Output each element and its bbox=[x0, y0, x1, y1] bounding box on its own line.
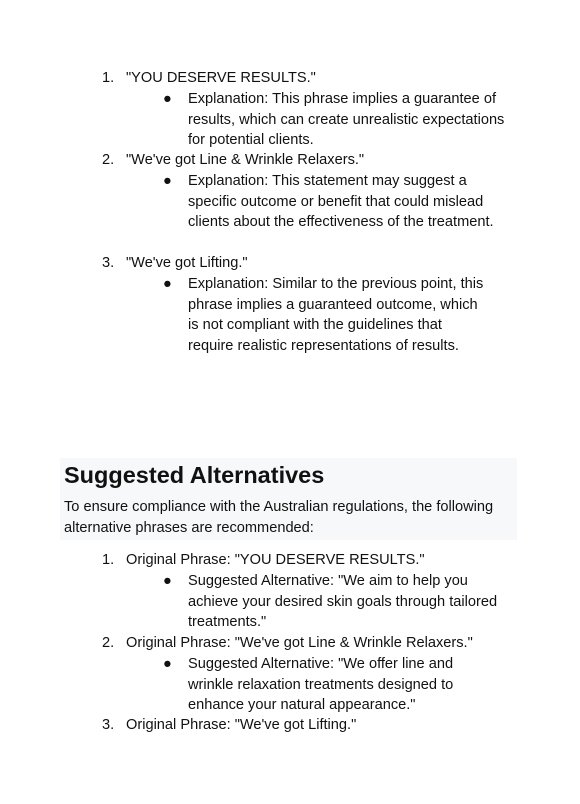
list-number: 3. bbox=[102, 255, 115, 271]
phrase-text: "YOU DESERVE RESULTS." bbox=[126, 70, 316, 86]
bullet-dot: ● bbox=[163, 656, 172, 672]
phrase-text: "We've got Line & Wrinkle Relaxers." bbox=[126, 152, 365, 168]
explanation-text: Explanation: This statement may suggest a specific outcome or benefit that could mislead clients about the effectiveness of the treatment. bbox=[188, 173, 494, 230]
bullet-dot: ● bbox=[163, 91, 172, 107]
explanation-text: Explanation: Similar to the previous point, this phrase implies a guaranteed outcome, which is not compliant with the guidelines that require realistic representations of results. bbox=[188, 276, 484, 354]
section-intro: To ensure compliance with the Australian regulations, the following alternative phrases are recommended: bbox=[64, 499, 494, 536]
list-number: 2. bbox=[102, 152, 115, 168]
list-item bbox=[102, 550, 425, 571]
bullet-dot: ● bbox=[163, 173, 172, 189]
explanation-text: Explanation: This phrase implies a guarantee of results, which can create unrealistic expectations for potential clients. bbox=[188, 91, 505, 148]
list-item bbox=[102, 150, 364, 171]
list-item bbox=[102, 633, 473, 654]
bullet-dot: ● bbox=[163, 276, 172, 292]
list-item bbox=[102, 715, 356, 736]
bullet-dot: ● bbox=[163, 573, 172, 589]
phrase-text: "We've got Lifting." bbox=[126, 255, 248, 271]
phrase-text: Original Phrase: "YOU DESERVE RESULTS." bbox=[126, 552, 425, 568]
phrase-text: Original Phrase: "We've got Line & Wrinkle Relaxers." bbox=[126, 635, 473, 651]
section-heading: Suggested Alternatives bbox=[64, 462, 325, 488]
list-number: 1. bbox=[102, 70, 115, 86]
list-item bbox=[102, 253, 248, 274]
suggestion-text: Suggested Alternative: "We offer line and wrinkle relaxation treatments designed to enhance your natural appearance." bbox=[188, 656, 454, 713]
phrase-text: Original Phrase: "We've got Lifting." bbox=[126, 717, 357, 733]
list-number: 1. bbox=[102, 552, 115, 568]
list-item bbox=[102, 68, 316, 89]
list-number: 2. bbox=[102, 635, 115, 651]
suggestion-text: Suggested Alternative: "We aim to help you achieve your desired skin goals through tailored treatments." bbox=[188, 573, 498, 630]
list-number: 3. bbox=[102, 717, 115, 733]
